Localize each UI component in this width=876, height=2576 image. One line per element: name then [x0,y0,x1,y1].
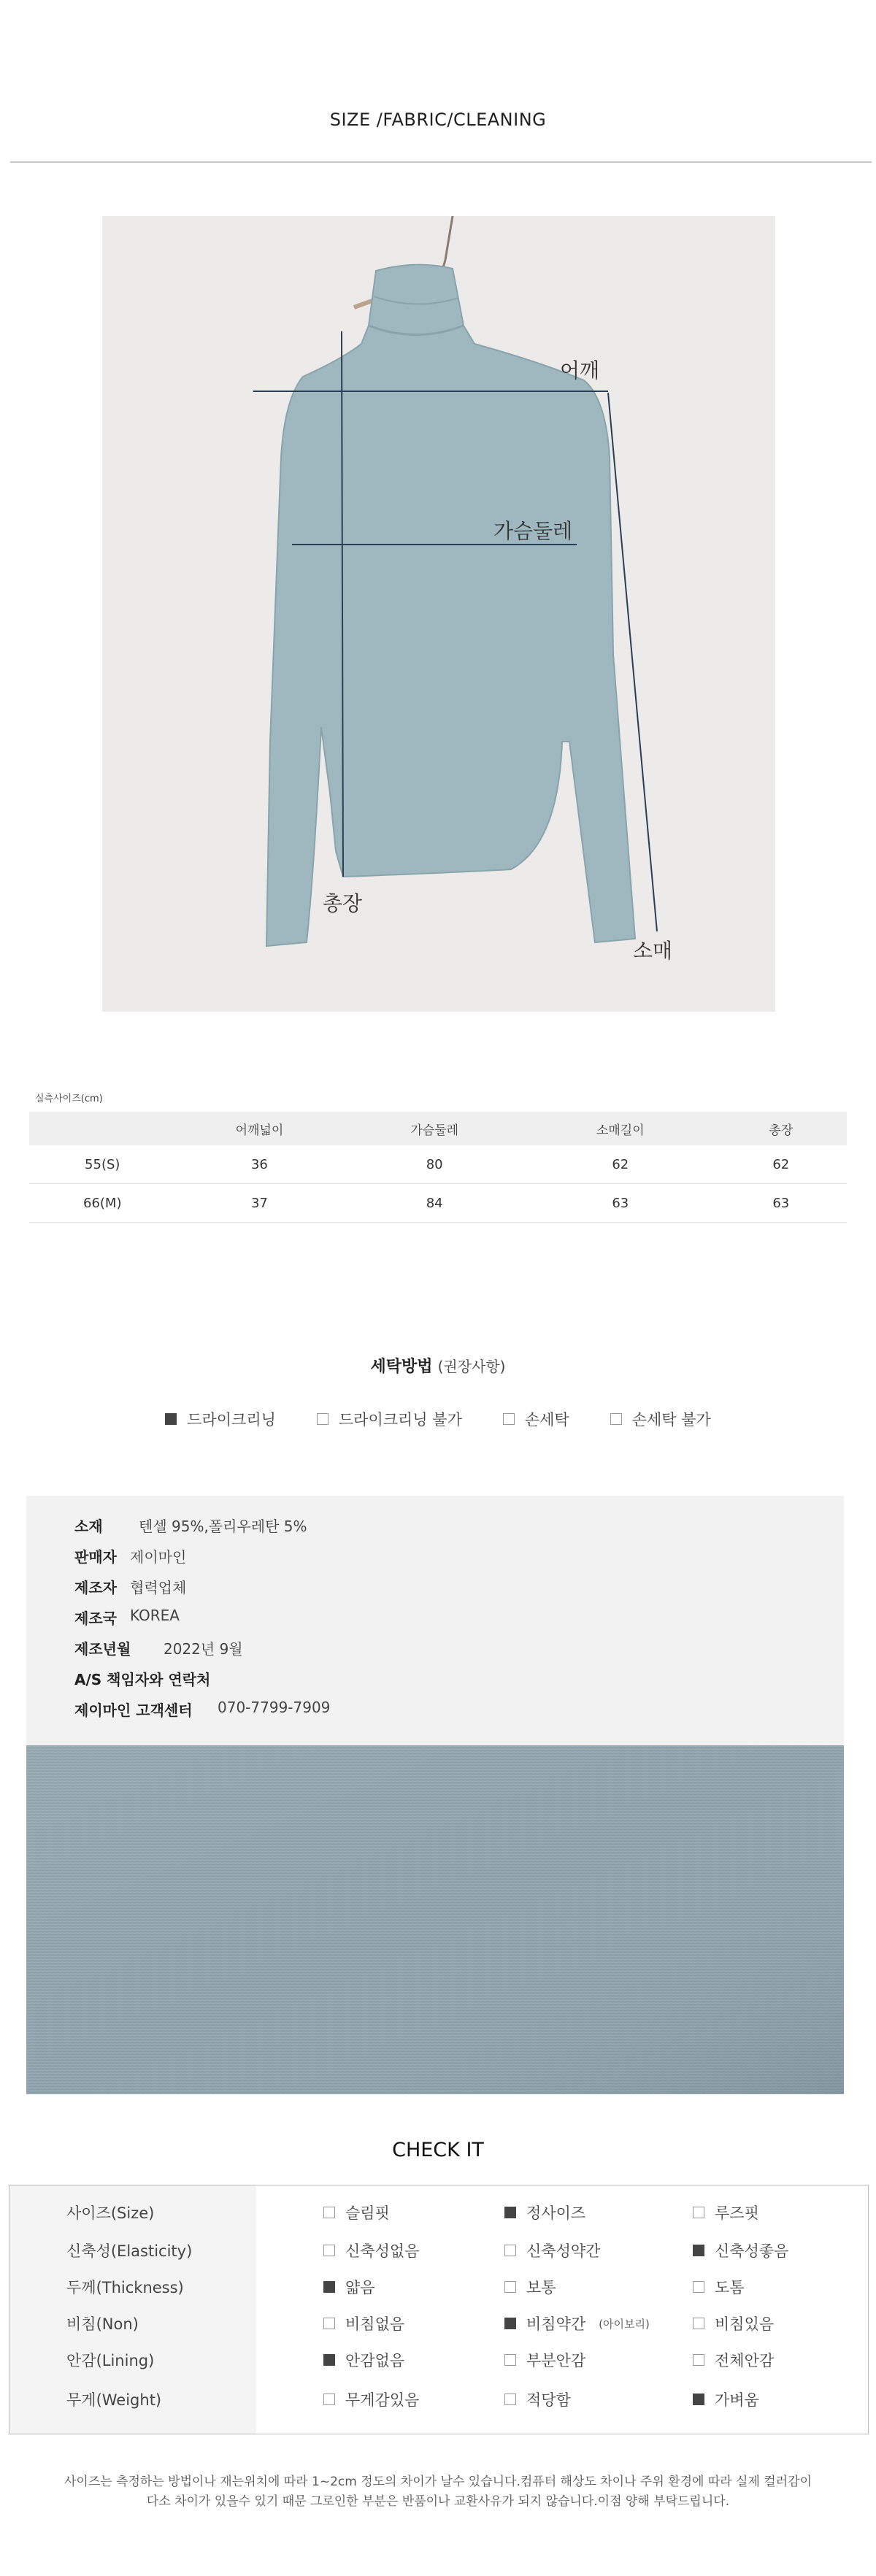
checkbox-empty-icon [323,2245,335,2256]
info-row-manufacturer [74,1576,186,1597]
table-cell: 62 [526,1145,715,1184]
check-option-note: (아이보리) [599,2317,650,2331]
turtleneck-illustration [102,216,775,1012]
check-option [323,2276,375,2298]
check-option-label: 보통 [526,2279,556,2296]
check-option-label: 가벼움 [715,2391,759,2409]
washing-subtitle: (권장사항) [437,1358,506,1375]
check-option [693,2276,745,2298]
check-title: CHECK IT [392,2139,484,2161]
checkbox-empty-icon [503,1413,515,1425]
check-option [504,2239,600,2261]
table-row [29,1145,847,1184]
washing-title-text: 세탁방법 [370,1358,433,1376]
size-table-header [29,1112,847,1145]
checkbox-empty-icon [317,1413,328,1425]
notice-line: 다소 차이가 있을수 있기 때문 그로인한 부분은 반품이나 교환사유가 되지 않습니다.이점 양해 부탁드립니다. [146,2494,730,2509]
notice-text [0,2472,876,2512]
check-option-label: 비침약간 [526,2315,586,2333]
check-row-label: 신축성(Elasticity) [66,2242,193,2260]
checkbox-checked-icon [323,2281,335,2293]
table-cell: 66(M) [29,1184,175,1223]
checkbox-empty-icon [693,2281,704,2293]
check-row-label: 무게(Weight) [66,2391,162,2409]
product-photo [102,216,775,1012]
check-option [693,2239,788,2261]
header-cell: 총장 [715,1112,847,1145]
fabric-closeup-photo [26,1745,844,2094]
info-key: 제이마인 고객센터 [74,1702,193,1719]
washing-option-label: 드라이크리닝 [187,1411,276,1429]
product-info-panel [26,1496,844,1745]
check-option-label: 비침없음 [345,2315,405,2333]
check-option [323,2312,404,2334]
table-cell: 63 [526,1184,715,1223]
info-key: 판매자 [74,1548,117,1566]
info-row-date [74,1637,243,1658]
check-option-label: 신축성없음 [345,2242,420,2260]
washing-option-label: 손세탁 [524,1411,569,1429]
check-option [323,2349,404,2371]
info-row-material [74,1515,307,1536]
check-it-table [9,2185,869,2434]
table-cell: 80 [343,1145,526,1184]
section-title: SIZE /FABRIC/CLEANING [329,109,547,130]
check-option-label: 슬림핏 [345,2204,390,2222]
checkbox-empty-icon [610,1413,622,1425]
header-cell: 어깨넓이 [175,1112,343,1145]
table-cell: 37 [175,1184,343,1223]
checkbox-empty-icon [693,2318,704,2329]
info-row-seller [74,1545,186,1566]
chest-label: 가슴둘레 [493,519,573,543]
check-option [693,2388,759,2410]
washing-option-no-dry-clean [317,1408,462,1430]
info-key: 제조국 [74,1610,117,1627]
checkbox-empty-icon [693,2207,704,2218]
info-value: 제이마인 [130,1548,187,1566]
checkbox-empty-icon [504,2394,516,2405]
header-cell [29,1112,175,1145]
checkbox-empty-icon [323,2318,335,2329]
check-option [323,2202,390,2223]
washing-option-hand-wash [503,1408,569,1430]
check-option-label: 도톰 [715,2279,745,2296]
length-label: 총장 [323,891,363,915]
sleeve-label: 소매 [633,939,673,963]
table-cell: 55(S) [29,1145,175,1184]
check-option [504,2312,650,2334]
header-cell: 가슴둘레 [343,1112,526,1145]
info-key: 제조자 [74,1579,117,1596]
check-option-label: 신축성좋음 [715,2242,789,2260]
checkbox-checked-icon [323,2354,335,2366]
shoulder-label: 어깨 [560,358,600,382]
washing-option-label: 손세탁 불가 [631,1411,711,1429]
info-key: A/S 책임자와 연락처 [74,1671,211,1688]
info-value: 070-7799-7909 [218,1699,331,1716]
info-key: 소재 [74,1518,103,1535]
checkbox-checked-icon [693,2394,704,2405]
size-table [29,1112,847,1223]
check-option [504,2349,585,2371]
notice-line: 사이즈는 측정하는 방법이나 재는위치에 따라 1~2cm 정도의 차이가 날수 있습니다.컴퓨터 해상도 차이나 주위 환경에 따라 실제 컬러감이 [64,2475,812,2489]
checkbox-checked-icon [504,2207,516,2218]
check-option [323,2388,419,2410]
check-row-label: 사이즈(Size) [66,2204,155,2222]
info-row-as-contact [74,1668,210,1689]
check-option-label: 신축성약간 [526,2242,601,2260]
fabric-texture [26,1745,844,2094]
check-row-label: 두께(Thickness) [66,2279,184,2296]
info-key: 제조년월 [74,1640,131,1658]
checkbox-empty-icon [504,2281,516,2293]
washing-option-label: 드라이크리닝 불가 [338,1411,462,1429]
checkbox-checked-icon [693,2245,704,2256]
check-option-label: 안감없음 [345,2352,405,2369]
washing-option-dry-clean [165,1408,276,1430]
check-option [323,2239,419,2261]
checkbox-empty-icon [323,2394,335,2405]
check-option-label: 비침있음 [715,2315,775,2333]
checkbox-checked-icon [504,2318,516,2329]
checkbox-empty-icon [504,2354,516,2366]
washing-title [0,1354,876,1377]
check-option-label: 전체안감 [715,2352,775,2369]
washing-options [0,1408,876,1430]
check-option [693,2202,759,2223]
check-option-label: 정사이즈 [526,2204,586,2222]
table-row [29,1184,847,1223]
check-option-label: 무게감있음 [345,2391,420,2409]
check-option-label: 얇음 [345,2279,375,2296]
table-cell: 62 [715,1145,847,1184]
table-cell: 84 [343,1184,526,1223]
check-option [693,2312,774,2334]
checkbox-empty-icon [504,2245,516,2256]
table-cell: 36 [175,1145,343,1184]
size-table-caption: 실측사이즈(cm) [35,1093,103,1104]
washing-option-no-hand-wash [610,1408,711,1430]
checkbox-empty-icon [323,2207,335,2218]
check-option [504,2202,585,2223]
divider [10,161,872,163]
check-row-label: 안감(Lining) [66,2352,155,2369]
info-row-country [74,1607,180,1628]
header-cell: 소매길이 [526,1112,715,1145]
table-cell: 63 [715,1184,847,1223]
check-option-label: 적당함 [526,2391,571,2409]
info-value: KOREA [130,1607,180,1624]
check-option [504,2388,571,2410]
check-row-label: 비침(Non) [66,2315,139,2333]
info-row-customer-center [74,1699,330,1720]
check-option [693,2349,774,2371]
info-value: 2022년 9월 [164,1640,243,1658]
info-value: 텐셀 95%,폴리우레탄 5% [139,1518,307,1535]
checkbox-empty-icon [693,2354,704,2366]
info-value: 협력업체 [130,1579,187,1596]
check-option-label: 루즈핏 [715,2204,759,2222]
check-option [504,2276,556,2298]
check-option-label: 부분안감 [526,2352,586,2369]
checkbox-checked-icon [165,1413,177,1425]
